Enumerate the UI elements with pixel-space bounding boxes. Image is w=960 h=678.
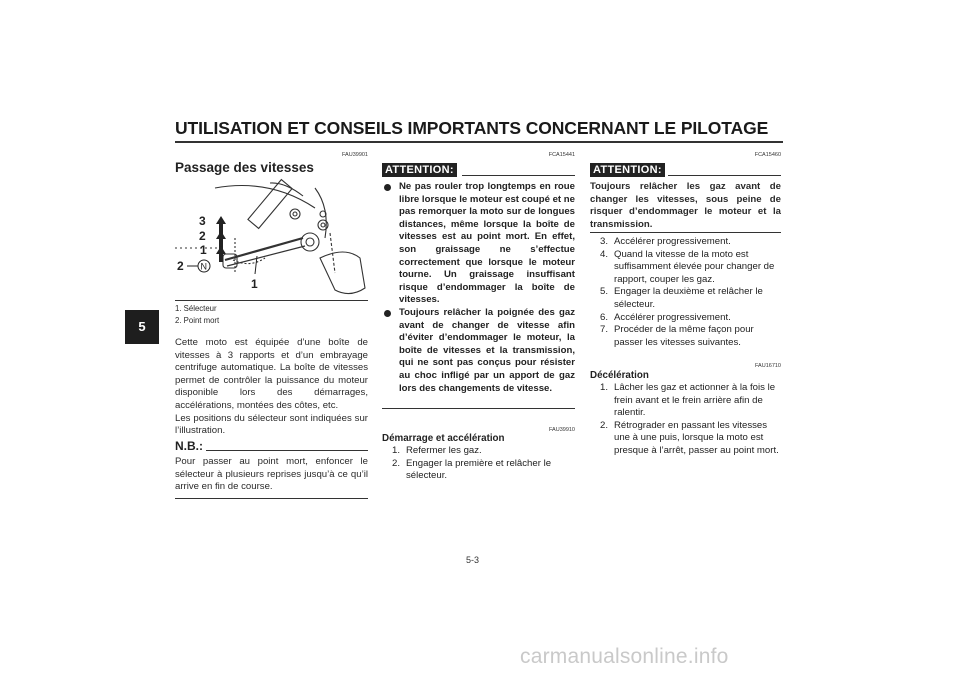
step-item: 3. Accélérer progressivement. <box>600 236 731 247</box>
chapter-tab: 5 <box>125 310 159 344</box>
gear-3-label: 3 <box>199 214 206 228</box>
gear-2-label: 2 <box>199 229 206 243</box>
attention-text-2: Toujours relâcher les gaz avant de changer les vitesses, sous peine de risquer d’endommager le moteur et la transmission. <box>590 181 781 230</box>
attention-end-rule-2 <box>590 232 781 233</box>
step-item: 2. Engager la première et relâcher le sélecteur. <box>392 457 552 482</box>
callout-2: 2 <box>177 259 184 273</box>
nb-text: Pour passer au point mort, enfoncer le sélecteur à plusieurs reprises jusqu’à ce qu’il arrive en fin de course. <box>175 456 368 493</box>
decel-code: FAU16710 <box>755 363 781 369</box>
intro-text: Cette moto est équipée d’une boîte de vitesses à 3 rapports et d’un embrayage centrifuge automatique. La boîte de vitesses permet de contrôler la puissance du moteur disponible lors des démarrages, accélérations, montées des côtes, etc. <box>175 337 368 411</box>
page-number: 5-3 <box>466 555 480 565</box>
step-item: 6. Accélérer progressivement. <box>600 311 731 323</box>
attention-end-rule <box>382 408 575 409</box>
step-item: 5. Engager la deuxième et relâcher le sélecteur. <box>600 286 763 310</box>
step-item: 2. Rétrograder en passant les vitesses une à une puis, lorsque la moto est presque à l’arrêt, passer au point mort. <box>600 419 779 456</box>
step-item: 7. Procéder de la même façon pour passer les vitesses suivantes. <box>600 324 754 348</box>
subsection-heading: Démarrage et accélération <box>382 433 505 444</box>
intro-text-2: Les positions du sélecteur sont indiquées sur l’illustration. <box>175 412 368 437</box>
callout-1: 1 <box>251 277 258 291</box>
figure-rule <box>175 300 368 301</box>
attention-label-2: ATTENTION: <box>590 163 665 177</box>
attention-bullets <box>382 181 575 395</box>
bullet-icon <box>384 184 391 191</box>
neutral-label: N <box>200 261 207 272</box>
figure-captions <box>175 303 219 326</box>
page-title: UTILISATION ET CONSEILS IMPORTANTS CONCERNANT LE PILOTAGE <box>175 118 769 138</box>
bullet-item: Ne pas rouler trop longtemps en roue libre lorsque le moteur est coupé et ne pas remorquer la moto sur de longues distances, même lorsque la boîte de vitesses est au point mort. En effet, son graissage ne s’effectue correctement que lorsque le moteur tourne. Un graissage insuffisant risque d’endommager la boîte de vitesses. <box>382 181 575 307</box>
caption-1: 1. Sélecteur <box>175 304 217 313</box>
gear-1-label: 1 <box>200 243 207 257</box>
bullet-item: Toujours relâcher la poignée des gaz avant de changer de vitesse afin d’éviter d’endommager le moteur, la boîte de vitesses et la transmission, qui ne sont pas conçus pour résister au choc infligé par un apport de gaz lors des changements de vitesse. <box>382 307 575 395</box>
nb-label: N.B.: <box>175 439 203 453</box>
bullet-icon <box>384 310 391 317</box>
decel-heading: Décélération <box>590 370 649 381</box>
attention-label: ATTENTION: <box>382 163 457 177</box>
title-rule <box>175 141 783 143</box>
nb-rule-top <box>206 450 368 451</box>
section-heading: Passage des vitesses <box>175 160 314 175</box>
intro-paragraph <box>175 337 368 438</box>
attention-code: FCA15441 <box>548 152 575 158</box>
shift-pedal-illustration <box>175 178 370 300</box>
step-item: 4. Quand la vitesse de la moto est suffisamment élevée pour changer de rapport, couper les gaz. <box>600 248 775 285</box>
decel-steps <box>590 382 781 458</box>
subsection-code: FAU39910 <box>549 427 575 433</box>
attention-code-2: FCA15460 <box>754 152 781 158</box>
accel-steps <box>590 236 781 349</box>
attention-badge-2 <box>590 160 665 178</box>
watermark: carmanualsonline.info <box>520 645 729 668</box>
attention-rule-2 <box>668 175 781 176</box>
attention-badge <box>382 160 457 178</box>
step-item: 1. Lâcher les gaz et actionner à la fois le frein avant et le frein arrière afin de ralentir. <box>600 382 776 419</box>
caption-2: 2. Point mort <box>175 315 220 325</box>
step-item: 1. Refermer les gaz. <box>392 445 482 456</box>
nb-paragraph <box>175 456 368 494</box>
start-steps <box>382 445 575 483</box>
attention-rule <box>462 175 575 176</box>
nb-rule-bottom <box>175 498 368 499</box>
section-code: FAU39901 <box>342 152 368 158</box>
